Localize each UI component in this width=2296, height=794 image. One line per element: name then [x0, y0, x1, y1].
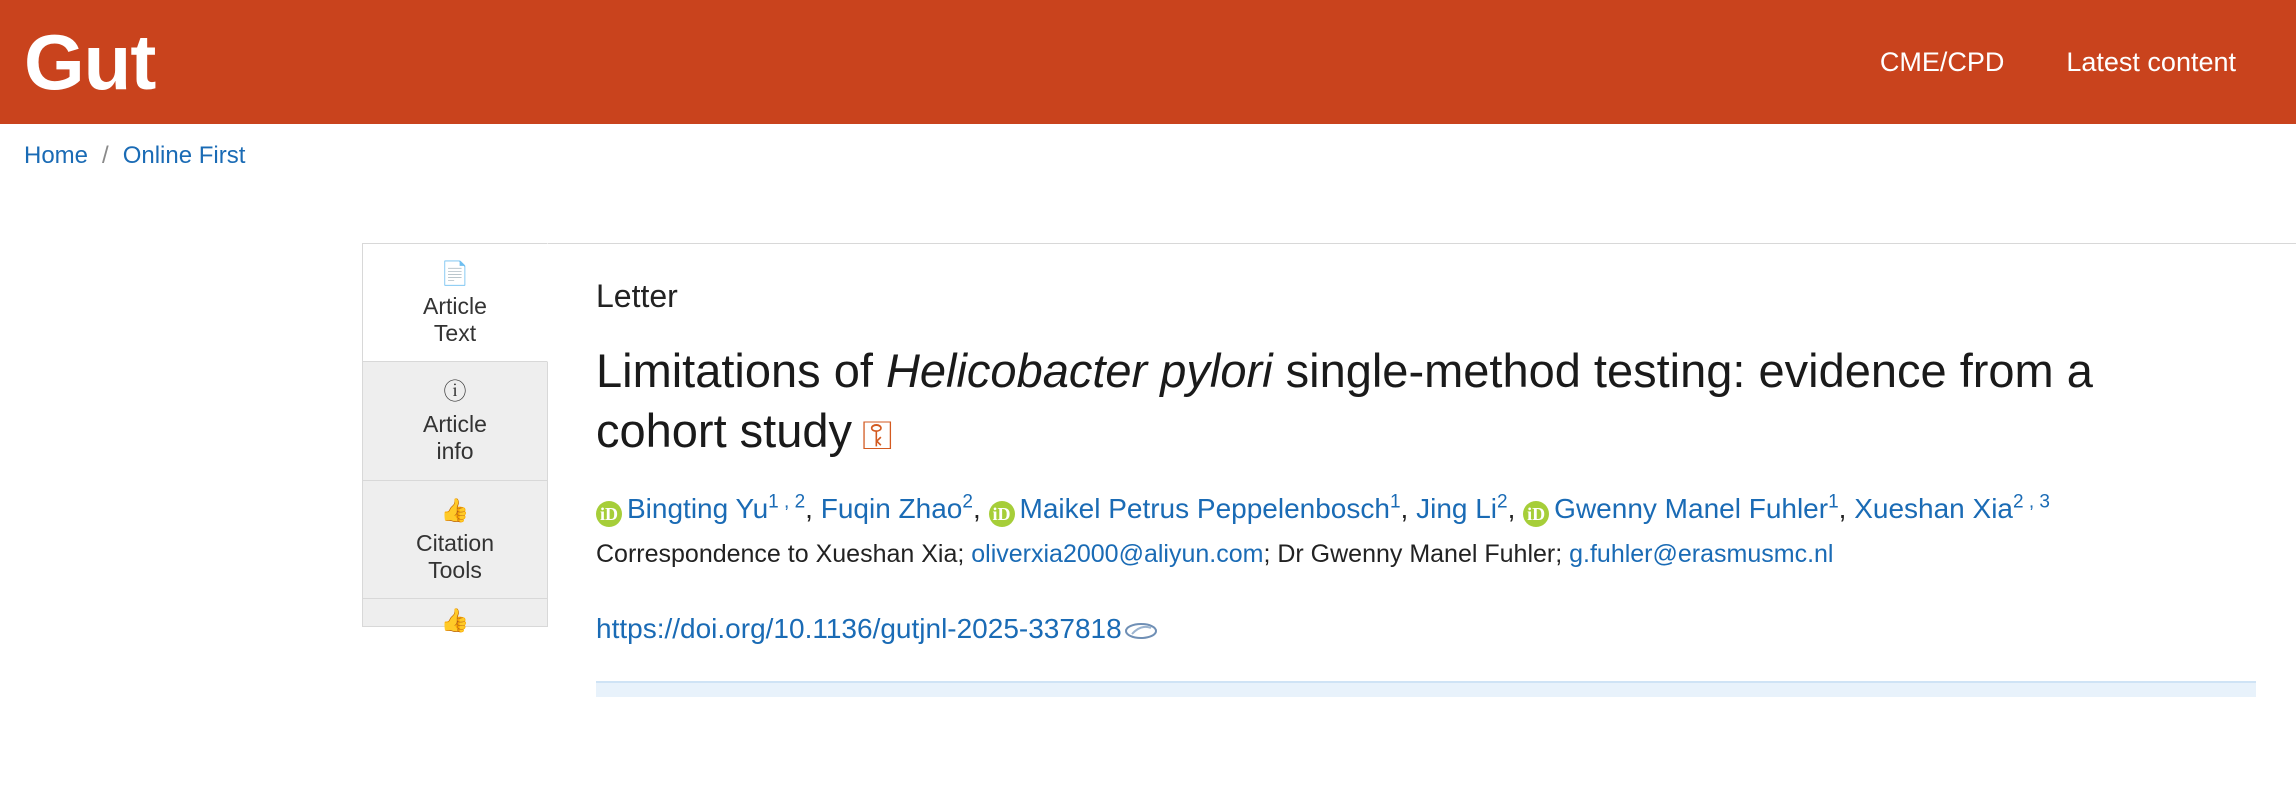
rail-tab-citation-tools[interactable] [362, 481, 548, 599]
rail-tab-article-text-line1: Article [423, 293, 487, 319]
rail-tab-article-text[interactable] [362, 243, 548, 362]
header-nav [1880, 47, 2236, 78]
rail-tab-share[interactable] [362, 599, 548, 633]
author-affiliation-3: 1 [1389, 492, 1401, 514]
breadcrumb-separator: / [102, 142, 109, 169]
thumbs-up-icon: 👍 [440, 496, 470, 523]
author-affiliation-6: 2 , 3 [2013, 492, 2050, 514]
author-link-6[interactable]: Xueshan Xia [1854, 493, 2014, 525]
rail-tab-citation-tools-line2: Tools [428, 556, 482, 583]
author-separator-5: , [1838, 493, 1847, 525]
site-logo[interactable]: Gut [24, 18, 156, 106]
rail-tab-article-info[interactable] [362, 362, 548, 480]
doi-line [596, 613, 2256, 645]
author-affiliation-2: 2 [962, 492, 973, 514]
breadcrumb-item-home[interactable]: Home [24, 142, 89, 169]
page-body [0, 188, 2296, 794]
correspondence-email-1[interactable]: oliverxia2000@aliyun.com [971, 540, 1264, 569]
author-separator-3: , [1400, 493, 1409, 525]
correspondence-prefix: Correspondence to Xueshan Xia; [596, 540, 965, 569]
author-separator-4: , [1507, 493, 1516, 525]
author-separator-2: , [972, 493, 981, 525]
orcid-icon[interactable]: iD [596, 501, 622, 527]
share-icon: 👍 [440, 606, 470, 633]
nav-item-latest-content[interactable]: Latest content [2066, 46, 2236, 77]
page-title [596, 341, 2216, 462]
article-container [362, 243, 2296, 794]
title-part-1: Limitations of [596, 344, 886, 397]
crossmark-icon[interactable] [1124, 617, 1158, 639]
author-separator-1: , [805, 493, 813, 525]
author-link-4[interactable]: Jing Li [1416, 493, 1498, 525]
correspondence-line [596, 536, 2256, 572]
rail-tab-article-text-line2: Text [433, 320, 477, 347]
author-link-5[interactable]: Gwenny Manel Fuhler [1554, 493, 1829, 525]
info-circle-icon: ⓘ [443, 378, 467, 405]
article-main [548, 243, 2296, 794]
site-header [0, 0, 2296, 124]
article-section-rail [362, 243, 548, 794]
breadcrumb [0, 124, 2296, 188]
author-link-3[interactable]: Maikel Petrus Peppelenbosch [1019, 493, 1390, 525]
correspondence-middle: ; Dr Gwenny Manel Fuhler; [1263, 540, 1563, 569]
author-affiliation-4: 2 [1497, 492, 1508, 514]
nav-item-cme-cpd[interactable]: CME/CPD [1879, 46, 2005, 77]
article-info-band [596, 681, 2256, 697]
rail-tab-citation-tools-line1: Citation [416, 529, 494, 556]
document-icon: 📄 [440, 260, 470, 286]
author-link-2[interactable]: Fuqin Zhao [820, 493, 963, 525]
author-affiliation-1: 1 , 2 [768, 492, 806, 514]
title-part-2: single-method testing: evidence from a cohort study [596, 344, 2093, 458]
author-link-1[interactable]: Bingting Yu [627, 493, 769, 525]
author-affiliation-5: 1 [1828, 492, 1839, 514]
author-list [596, 488, 2256, 530]
open-access-lock-icon[interactable]: ⚿ [862, 414, 893, 459]
orcid-icon[interactable]: iD [989, 501, 1015, 527]
article-type-label: Letter [596, 278, 678, 314]
title-italic-species: Helicobacter pylori [885, 344, 1273, 397]
rail-tab-article-info-line1: Article [423, 411, 487, 438]
orcid-icon[interactable]: iD [1523, 501, 1549, 527]
rail-tab-article-info-line2: info [436, 438, 474, 465]
correspondence-email-2[interactable]: g.fuhler@erasmusmc.nl [1569, 540, 1834, 569]
doi-link[interactable]: https://doi.org/10.1136/gutjnl-2025-337818 [596, 612, 1122, 644]
breadcrumb-item-online-first[interactable]: Online First [122, 142, 246, 169]
